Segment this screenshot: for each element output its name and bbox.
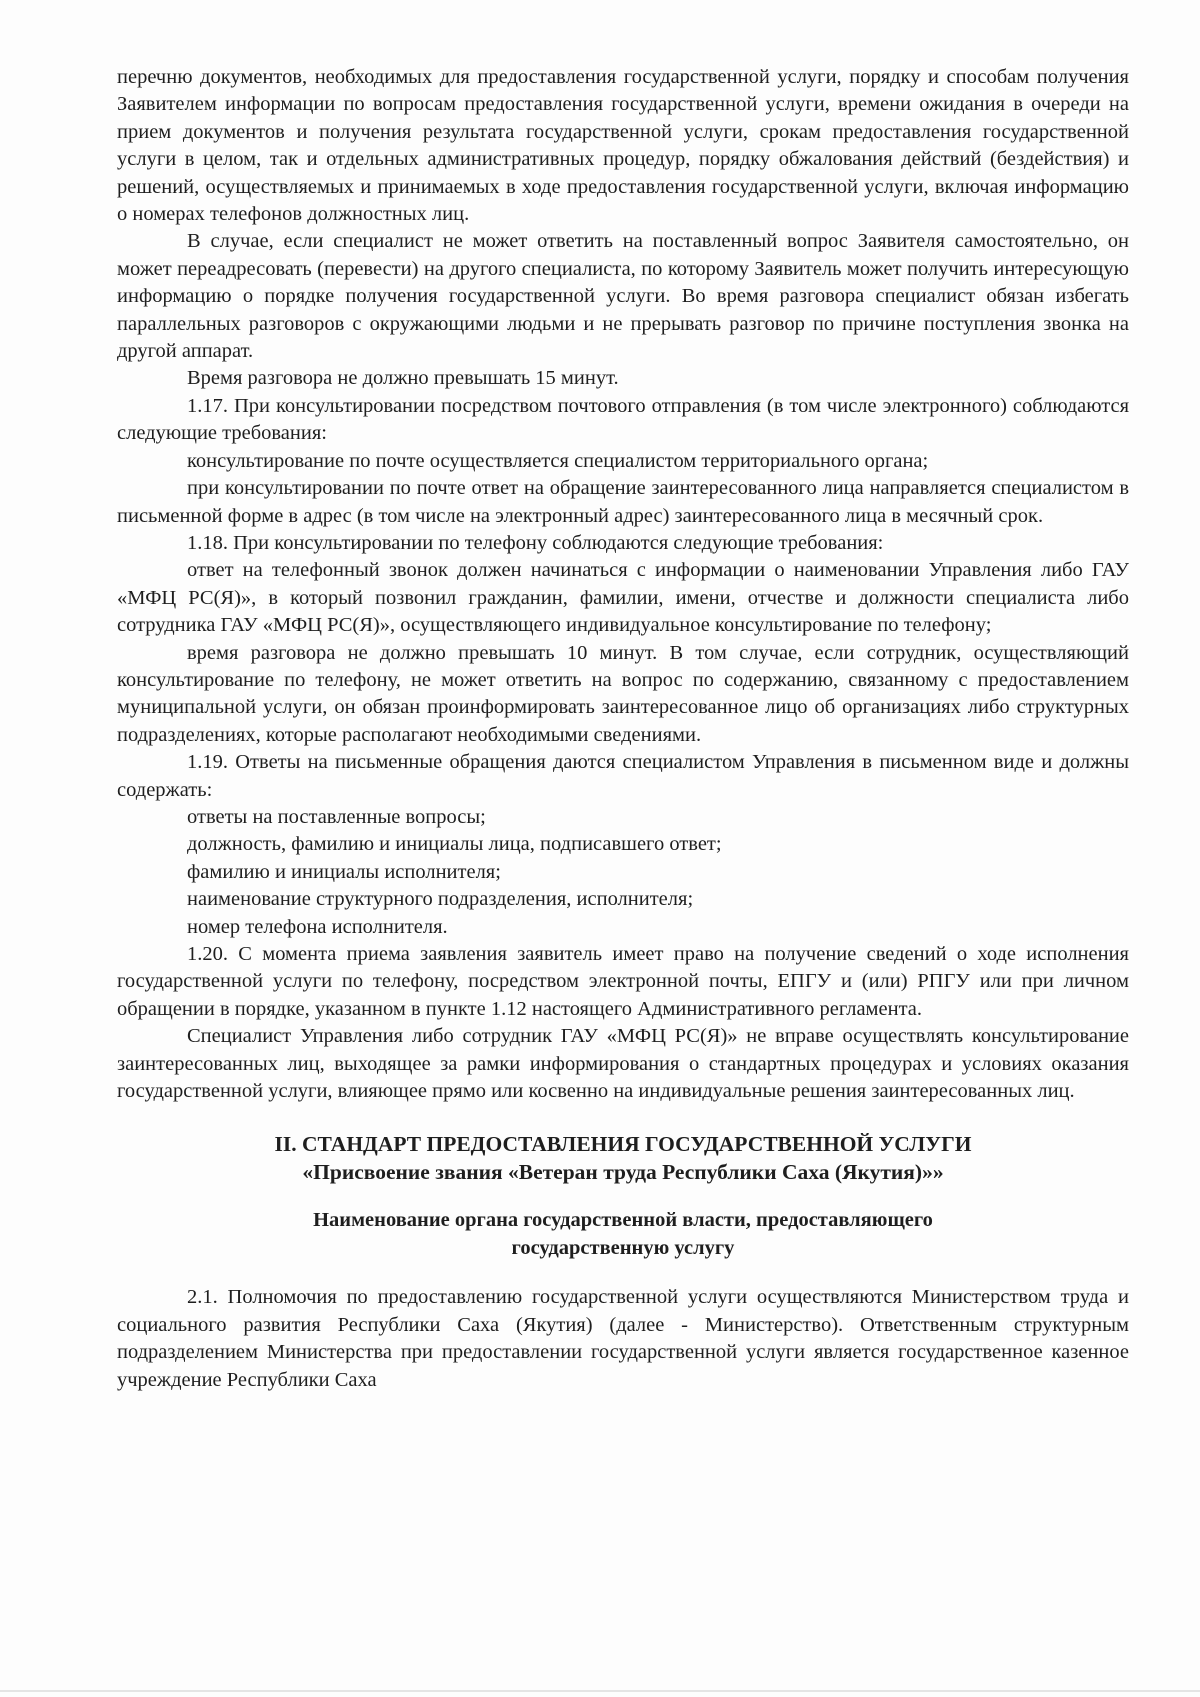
paragraph-mail-consulting: консультирование по почте осуществляется специалистом территориального органа; xyxy=(187,449,929,472)
section-heading-line2: «Присвоение звания «Ветеран труда Республики Саха (Якутия)»» xyxy=(302,1160,944,1185)
paragraph-1-20: 1.20. С момента приема заявления заявитель имеет право на получение сведений о ходе исполнения государственной услуги по телефону, посредством электронной почты, ЕПГУ и (или) РПГУ или при личном обращении в порядке, указанном в пункте 1.12 настоящего Административного регламента. xyxy=(117,943,1129,1020)
section-heading-line1: II. СТАНДАРТ ПРЕДОСТАВЛЕНИЯ ГОСУДАРСТВЕННОЙ УСЛУГИ xyxy=(274,1132,972,1157)
paragraph-continuation: перечню документов, необходимых для предоставления государственной услуги, порядку и способам получения Заявителем информации по вопросам предоставления государственной услуги, времени ожидания в очереди на прием документов и получения результата государственной услуги, срокам предоставления государственной услуги в целом, так и отдельных административных процедур, порядку обжалования действий (бездействия) и решений, осуществляемых и принимаемых в ходе предоставления государственной услуги, включая информацию о номерах телефонов должностных лиц. xyxy=(117,66,1129,226)
paragraph-1-17: 1.17. При консультировании посредством почтового отправления (в том числе электронного) соблюдаются следующие требования: xyxy=(117,394,1129,445)
list-item-department: наименование структурного подразделения, исполнителя; xyxy=(187,888,694,911)
page-bottom-edge xyxy=(0,1690,1200,1692)
paragraph-specialist-limits: Специалист Управления либо сотрудник ГАУ «МФЦ РС(Я)» не вправе осуществлять консультирование заинтересованных лиц, выходящее за рамки информирования о стандартных процедурах и условиях оказания государственной услуги, влияющее прямо или косвенно на индивидуальные решения заинтересованных лиц. xyxy=(117,1025,1129,1103)
paragraph-phone-answer: ответ на телефонный звонок должен начинаться с информации о наименовании Управления либо ГАУ «МФЦ РС(Я)», в который позвонил гражданин, фамилии, имени, отчестве и должности специалиста либо сотрудника ГАУ «МФЦ РС(Я)», осуществляющего индивидуальное консультирование по телефону; xyxy=(117,559,1129,637)
list-item-position: должность, фамилию и инициалы лица, подписавшего ответ; xyxy=(187,833,722,856)
list-item-answers: ответы на поставленные вопросы; xyxy=(187,805,486,828)
document-body xyxy=(117,64,1129,1394)
paragraph-mail-response: при консультировании по почте ответ на обращение заинтересованного лица направляется специалистом в письменной форме в адрес (в том числе на электронный адрес) заинтересованного лица в месячный срок. xyxy=(117,477,1129,527)
paragraph-1-19: 1.19. Ответы на письменные обращения даются специалистом Управления в письменном виде и должны содержать: xyxy=(117,751,1129,801)
subheading-line1: Наименование органа государственной власти, предоставляющего xyxy=(313,1209,933,1232)
paragraph-duration-10: время разговора не должно превышать 10 минут. В том случае, если сотрудник, осуществляющий консультирование по телефону, не может ответить на вопрос по содержанию, связанному с предоставлением муниципальной услуги, он обязан проинформировать заинтересованное лицо об организациях либо структурных подразделениях, которые располагают необходимыми сведениями. xyxy=(117,641,1129,746)
paragraph-duration-15: Время разговора не должно превышать 15 минут. xyxy=(187,367,619,390)
subheading-line2: государственную услугу xyxy=(511,1237,735,1260)
list-item-phone: номер телефона исполнителя. xyxy=(187,915,448,938)
paragraph-redirect: В случае, если специалист не может ответить на поставленный вопрос Заявителя самостоятельно, он может переадресовать (перевести) на другого специалиста, по которому Заявитель может получить интересующую информацию о порядке получения государственной услуги. Во время разговора специалист обязан избегать параллельных разговоров с окружающими людьми и не прерывать разговор по причине поступления звонка на другой аппарат. xyxy=(117,230,1129,363)
paragraph-1-18: 1.18. При консультировании по телефону соблюдаются следующие требования: xyxy=(187,531,884,554)
subheading xyxy=(117,1206,1129,1262)
paragraph-2-1: 2.1. Полномочия по предоставлению государственной услуги осуществляются Министерством труда и социального развития Республики Саха (Якутия) (далее - Министерство). Ответственным структурным подразделением Министерства при предоставлении государственной услуги является государственное казенное учреждение Республики Саха xyxy=(117,1286,1129,1391)
list-item-executor-name: фамилию и инициалы исполнителя; xyxy=(187,860,501,883)
section-heading xyxy=(117,1130,1129,1186)
